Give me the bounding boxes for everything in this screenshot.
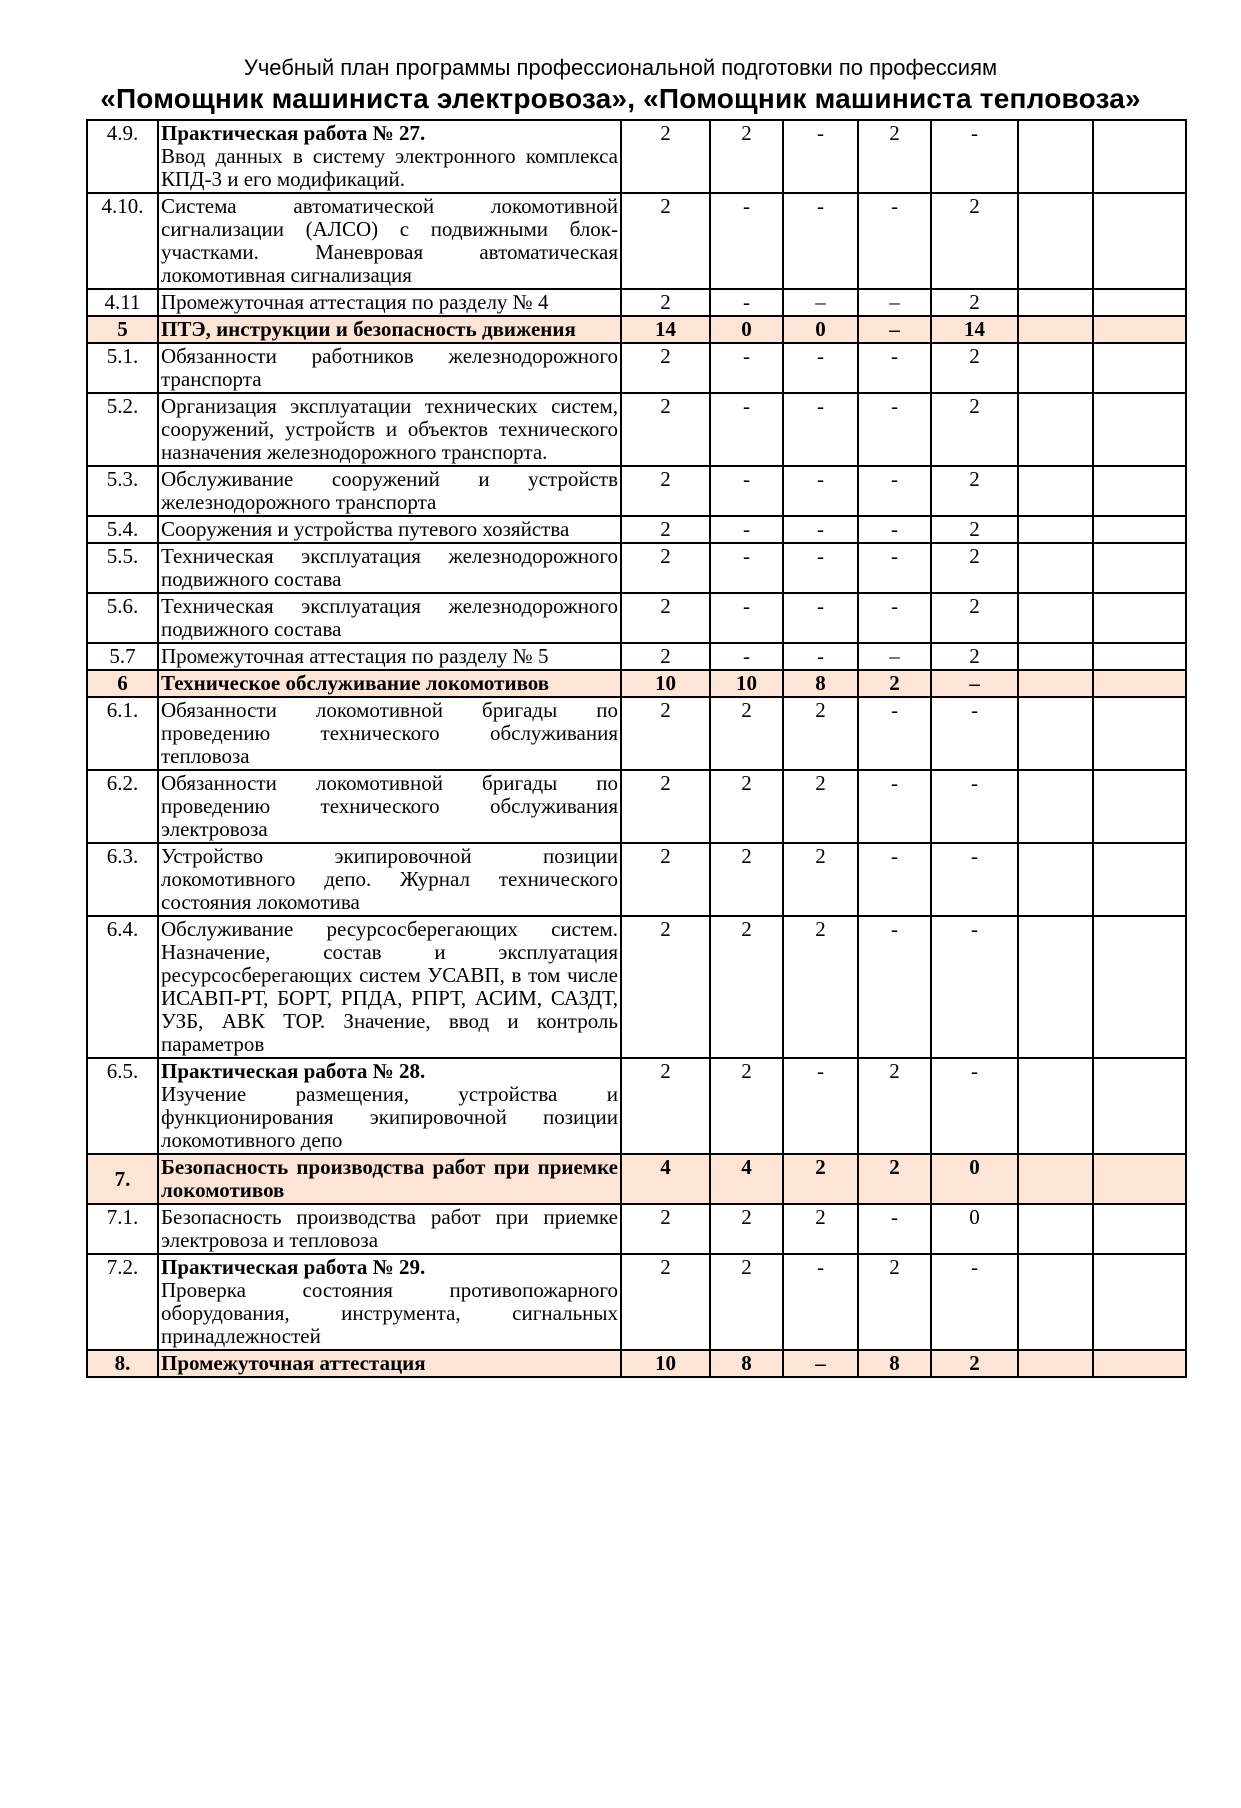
- empty-cell: [1018, 1204, 1093, 1254]
- hours-cell: -: [710, 193, 783, 289]
- hours-cell: 0: [710, 316, 783, 343]
- row-text: Обслуживание сооружений и устройств железнодорожного транспорта: [161, 467, 618, 514]
- row-number: 4.11: [87, 289, 158, 316]
- table-row: [87, 1058, 1186, 1154]
- row-text: Безопасность производства работ при приемке электровоза и тепловоза: [161, 1205, 618, 1252]
- hours-cell: 2: [621, 843, 710, 916]
- empty-cell: [1018, 466, 1093, 516]
- empty-cell: [1093, 770, 1186, 843]
- row-number: 5.2.: [87, 393, 158, 466]
- row-text: ПТЭ, инструкции и безопасность движения: [161, 317, 576, 341]
- hours-cell: 2: [783, 1154, 858, 1204]
- row-text: Техническая эксплуатация железнодорожного подвижного состава: [161, 594, 618, 641]
- hours-cell: -: [710, 393, 783, 466]
- hours-cell: 8: [710, 1350, 783, 1377]
- row-description: [158, 516, 621, 543]
- empty-cell: [1018, 770, 1093, 843]
- hours-cell: 2: [621, 289, 710, 316]
- hours-cell: 2: [931, 543, 1018, 593]
- table-row: [87, 916, 1186, 1058]
- row-text: Проверка состояния противопожарного оборудования, инструмента, сигнальных принадлежностей: [161, 1278, 618, 1348]
- table-row: [87, 543, 1186, 593]
- empty-cell: [1093, 843, 1186, 916]
- hours-cell: -: [710, 643, 783, 670]
- curriculum-table: [86, 119, 1187, 1378]
- row-number: 6.2.: [87, 770, 158, 843]
- empty-cell: [1018, 393, 1093, 466]
- hours-cell: 8: [783, 670, 858, 697]
- row-number: 5.6.: [87, 593, 158, 643]
- table-row: [87, 593, 1186, 643]
- row-description: [158, 343, 621, 393]
- hours-cell: 10: [621, 1350, 710, 1377]
- empty-cell: [1093, 697, 1186, 770]
- empty-cell: [1018, 593, 1093, 643]
- hours-cell: 4: [621, 1154, 710, 1204]
- row-description: [158, 697, 621, 770]
- hours-cell: 14: [621, 316, 710, 343]
- hours-cell: -: [931, 1254, 1018, 1350]
- empty-cell: [1093, 1254, 1186, 1350]
- hours-cell: -: [858, 593, 931, 643]
- row-number: 6.3.: [87, 843, 158, 916]
- row-number: 4.10.: [87, 193, 158, 289]
- hours-cell: -: [710, 516, 783, 543]
- empty-cell: [1093, 1058, 1186, 1154]
- hours-cell: 2: [621, 466, 710, 516]
- empty-cell: [1093, 120, 1186, 193]
- row-text: Сооружения и устройства путевого хозяйства: [161, 517, 570, 541]
- document-title: Учебный план программы профессиональной подготовки по профессиям: [243, 55, 998, 80]
- hours-cell: 2: [621, 393, 710, 466]
- row-description: [158, 1154, 621, 1204]
- hours-cell: -: [858, 466, 931, 516]
- table-row: [87, 193, 1186, 289]
- hours-cell: -: [931, 1058, 1018, 1154]
- hours-cell: -: [710, 343, 783, 393]
- empty-cell: [1018, 1254, 1093, 1350]
- empty-cell: [1093, 393, 1186, 466]
- hours-cell: -: [783, 343, 858, 393]
- row-description: [158, 643, 621, 670]
- hours-cell: -: [931, 697, 1018, 770]
- row-description: [158, 770, 621, 843]
- row-text: Система автоматической локомотивной сигнализации (АЛСО) с подвижными блок-участками. Маневровая автоматическая локомотивная сигнализация: [161, 194, 618, 287]
- table-row: [87, 770, 1186, 843]
- hours-cell: -: [931, 120, 1018, 193]
- hours-cell: 2: [621, 516, 710, 543]
- hours-cell: 2: [858, 670, 931, 697]
- hours-cell: 8: [858, 1350, 931, 1377]
- hours-cell: 2: [858, 120, 931, 193]
- hours-cell: -: [783, 593, 858, 643]
- row-number: 5.7: [87, 643, 158, 670]
- hours-cell: 2: [931, 193, 1018, 289]
- hours-cell: -: [931, 770, 1018, 843]
- row-description: [158, 543, 621, 593]
- hours-cell: -: [858, 916, 931, 1058]
- hours-cell: 2: [621, 343, 710, 393]
- row-text: Промежуточная аттестация по разделу № 4: [161, 290, 549, 314]
- hours-cell: -: [858, 770, 931, 843]
- hours-cell: -: [783, 1058, 858, 1154]
- hours-cell: 2: [931, 343, 1018, 393]
- row-description: [158, 466, 621, 516]
- row-number: 7.1.: [87, 1204, 158, 1254]
- hours-cell: -: [783, 516, 858, 543]
- row-lead-title: Практическая работа № 28.: [161, 1059, 426, 1083]
- table-row: [87, 393, 1186, 466]
- hours-cell: 2: [621, 916, 710, 1058]
- hours-cell: -: [783, 393, 858, 466]
- row-number: 4.9.: [87, 120, 158, 193]
- hours-cell: 2: [858, 1254, 931, 1350]
- hours-cell: 2: [931, 393, 1018, 466]
- empty-cell: [1093, 916, 1186, 1058]
- row-number: 7.: [87, 1154, 158, 1204]
- row-description: [158, 1204, 621, 1254]
- empty-cell: [1093, 516, 1186, 543]
- hours-cell: -: [710, 466, 783, 516]
- hours-cell: 2: [931, 289, 1018, 316]
- row-number: 5.1.: [87, 343, 158, 393]
- table-row: [87, 1254, 1186, 1350]
- empty-cell: [1018, 643, 1093, 670]
- hours-cell: -: [710, 593, 783, 643]
- row-description: [158, 916, 621, 1058]
- table-row: [87, 843, 1186, 916]
- row-number: 5: [87, 316, 158, 343]
- empty-cell: [1018, 289, 1093, 316]
- row-description: [158, 843, 621, 916]
- empty-cell: [1018, 193, 1093, 289]
- row-number: 5.5.: [87, 543, 158, 593]
- table-row: [87, 343, 1186, 393]
- hours-cell: 4: [710, 1154, 783, 1204]
- hours-cell: 2: [710, 1058, 783, 1154]
- hours-cell: 2: [710, 1254, 783, 1350]
- hours-cell: 2: [931, 516, 1018, 543]
- row-text: Ввод данных в систему электронного комплекса КПД-3 и его модификаций.: [161, 144, 618, 191]
- table-row: [87, 1204, 1186, 1254]
- row-text: Изучение размещения, устройства и функционирования экипировочной позиции локомотивного депо: [161, 1082, 618, 1152]
- hours-cell: -: [858, 393, 931, 466]
- hours-cell: 10: [710, 670, 783, 697]
- hours-cell: 2: [931, 466, 1018, 516]
- hours-cell: 2: [710, 843, 783, 916]
- empty-cell: [1093, 343, 1186, 393]
- page-header: [0, 54, 1241, 116]
- empty-cell: [1018, 516, 1093, 543]
- hours-cell: -: [783, 643, 858, 670]
- row-description: [158, 120, 621, 193]
- row-number: 5.4.: [87, 516, 158, 543]
- hours-cell: 0: [783, 316, 858, 343]
- row-number: 6: [87, 670, 158, 697]
- row-lead-title: Практическая работа № 29.: [161, 1255, 426, 1279]
- hours-cell: 2: [783, 843, 858, 916]
- hours-cell: 2: [621, 1204, 710, 1254]
- table-row: [87, 697, 1186, 770]
- empty-cell: [1093, 289, 1186, 316]
- empty-cell: [1093, 193, 1186, 289]
- hours-cell: -: [783, 1254, 858, 1350]
- row-description: [158, 593, 621, 643]
- row-text: Техническое обслуживание локомотивов: [161, 671, 550, 695]
- row-lead-title: Практическая работа № 27.: [161, 121, 426, 145]
- hours-cell: 2: [621, 1254, 710, 1350]
- row-number: 6.1.: [87, 697, 158, 770]
- hours-cell: 0: [931, 1204, 1018, 1254]
- hours-cell: 2: [621, 543, 710, 593]
- hours-cell: 2: [783, 697, 858, 770]
- hours-cell: 2: [621, 1058, 710, 1154]
- row-text: Организация эксплуатации технических систем, сооружений, устройств и объектов технического назначения железнодорожного транспорта.: [161, 394, 618, 464]
- row-text: Техническая эксплуатация железнодорожного подвижного состава: [161, 544, 618, 591]
- hours-cell: 0: [931, 1154, 1018, 1204]
- table-row: [87, 289, 1186, 316]
- hours-cell: 2: [710, 120, 783, 193]
- hours-cell: -: [858, 843, 931, 916]
- hours-cell: 2: [931, 593, 1018, 643]
- hours-cell: 2: [710, 1204, 783, 1254]
- row-number: 6.5.: [87, 1058, 158, 1154]
- empty-cell: [1093, 643, 1186, 670]
- empty-cell: [1018, 843, 1093, 916]
- empty-cell: [1093, 593, 1186, 643]
- hours-cell: -: [931, 843, 1018, 916]
- hours-cell: -: [783, 543, 858, 593]
- row-description: [158, 393, 621, 466]
- hours-cell: -: [783, 120, 858, 193]
- hours-cell: -: [858, 697, 931, 770]
- empty-cell: [1093, 316, 1186, 343]
- row-number: 7.2.: [87, 1254, 158, 1350]
- hours-cell: -: [783, 193, 858, 289]
- table-row: [87, 120, 1186, 193]
- hours-cell: -: [931, 916, 1018, 1058]
- empty-cell: [1018, 543, 1093, 593]
- hours-cell: 2: [858, 1058, 931, 1154]
- hours-cell: –: [931, 670, 1018, 697]
- row-number: 8.: [87, 1350, 158, 1377]
- hours-cell: 2: [931, 643, 1018, 670]
- hours-cell: -: [858, 193, 931, 289]
- empty-cell: [1018, 1058, 1093, 1154]
- hours-cell: 2: [621, 697, 710, 770]
- table-row: [87, 516, 1186, 543]
- hours-cell: 2: [621, 643, 710, 670]
- hours-cell: 14: [931, 316, 1018, 343]
- empty-cell: [1018, 670, 1093, 697]
- hours-cell: 2: [783, 770, 858, 843]
- empty-cell: [1018, 316, 1093, 343]
- row-description: [158, 670, 621, 697]
- hours-cell: 2: [621, 593, 710, 643]
- hours-cell: 2: [621, 193, 710, 289]
- row-description: [158, 1058, 621, 1154]
- hours-cell: 2: [783, 916, 858, 1058]
- table-row: [87, 670, 1186, 697]
- hours-cell: 2: [710, 916, 783, 1058]
- row-text: Устройство экипировочной позиции локомотивного депо. Журнал технического состояния локомотива: [161, 844, 618, 914]
- hours-cell: -: [783, 466, 858, 516]
- empty-cell: [1093, 1350, 1186, 1377]
- row-text: Обязанности работников железнодорожного транспорта: [161, 344, 618, 391]
- empty-cell: [1018, 1154, 1093, 1204]
- hours-cell: -: [858, 1204, 931, 1254]
- hours-cell: –: [783, 1350, 858, 1377]
- row-text: Обязанности локомотивной бригады по проведению технического обслуживания электровоза: [161, 771, 618, 841]
- empty-cell: [1018, 916, 1093, 1058]
- document-subtitle: «Помощник машиниста электровоза», «Помощник машиниста тепловоза»: [100, 83, 1141, 114]
- hours-cell: -: [858, 543, 931, 593]
- hours-cell: 2: [621, 770, 710, 843]
- row-description: [158, 1350, 621, 1377]
- table-row: [87, 466, 1186, 516]
- hours-cell: 2: [858, 1154, 931, 1204]
- hours-cell: 2: [621, 120, 710, 193]
- hours-cell: 2: [931, 1350, 1018, 1377]
- table-row: [87, 1154, 1186, 1204]
- empty-cell: [1093, 543, 1186, 593]
- empty-cell: [1018, 343, 1093, 393]
- empty-cell: [1018, 697, 1093, 770]
- row-number: 5.3.: [87, 466, 158, 516]
- hours-cell: 2: [710, 770, 783, 843]
- hours-cell: 10: [621, 670, 710, 697]
- hours-cell: -: [710, 543, 783, 593]
- row-text: Промежуточная аттестация: [161, 1351, 426, 1375]
- hours-cell: –: [858, 316, 931, 343]
- curriculum-table-body: [87, 120, 1186, 1377]
- hours-cell: -: [858, 516, 931, 543]
- hours-cell: –: [783, 289, 858, 316]
- row-description: [158, 316, 621, 343]
- row-text: Промежуточная аттестация по разделу № 5: [161, 644, 549, 668]
- row-description: [158, 193, 621, 289]
- table-row: [87, 316, 1186, 343]
- hours-cell: –: [858, 643, 931, 670]
- empty-cell: [1018, 1350, 1093, 1377]
- row-text: Безопасность производства работ при приемке локомотивов: [161, 1155, 618, 1202]
- row-text: Обязанности локомотивной бригады по проведению технического обслуживания тепловоза: [161, 698, 618, 768]
- empty-cell: [1093, 670, 1186, 697]
- row-text: Обслуживание ресурсосберегающих систем. Назначение, состав и эксплуатация ресурсосберегающих систем УСАВП, в том числе ИСАВП-РТ, БОРТ, РПДА, РПРТ, АСИМ, САЗДТ, УЗБ, АВК ТОР. Значение, ввод и контроль параметров: [161, 917, 618, 1056]
- hours-cell: 2: [783, 1204, 858, 1254]
- row-description: [158, 289, 621, 316]
- row-description: [158, 1254, 621, 1350]
- hours-cell: -: [710, 289, 783, 316]
- empty-cell: [1018, 120, 1093, 193]
- empty-cell: [1093, 1204, 1186, 1254]
- empty-cell: [1093, 466, 1186, 516]
- hours-cell: 2: [710, 697, 783, 770]
- hours-cell: –: [858, 289, 931, 316]
- hours-cell: -: [858, 343, 931, 393]
- table-row: [87, 643, 1186, 670]
- empty-cell: [1093, 1154, 1186, 1204]
- table-row: [87, 1350, 1186, 1377]
- row-number: 6.4.: [87, 916, 158, 1058]
